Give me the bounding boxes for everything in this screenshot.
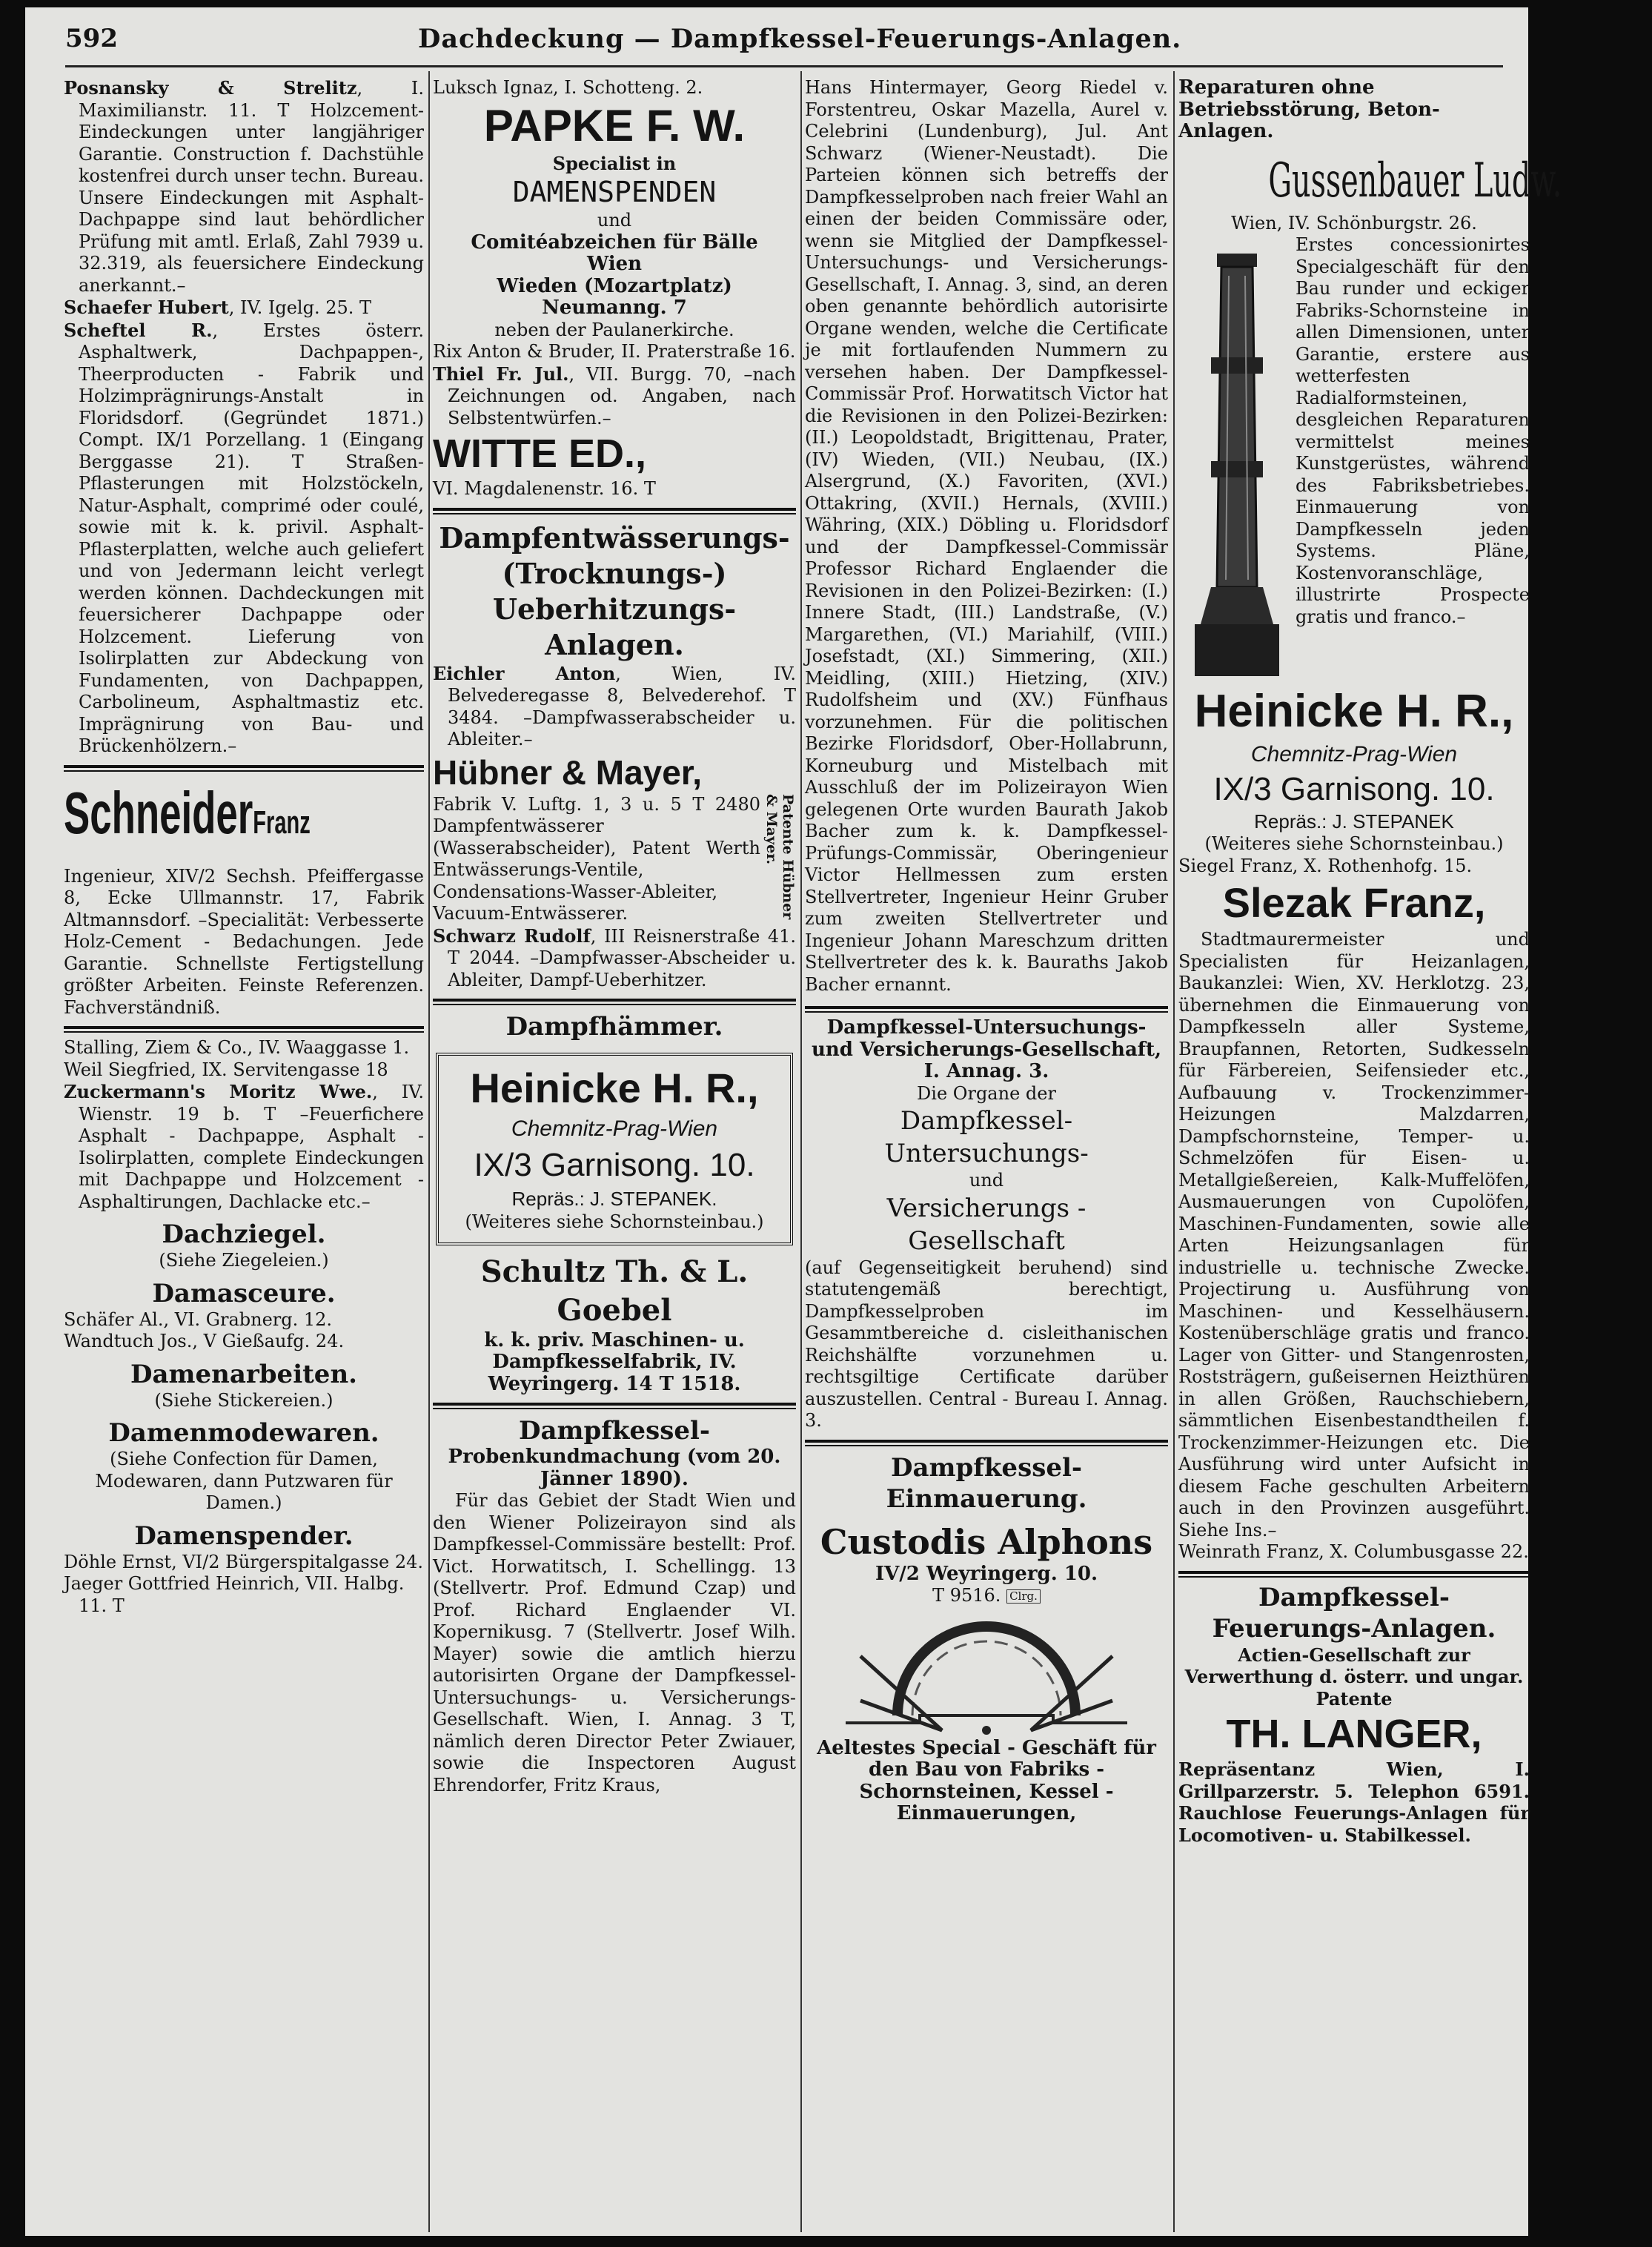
- entry-schaefer-al: Schäfer Al., VI. Grabnerg. 12.: [64, 1308, 333, 1330]
- separator: [805, 1006, 1168, 1013]
- ad-slezak: Slezak Franz,: [1222, 879, 1486, 926]
- column-divider: [800, 71, 802, 2232]
- section-damenarbeiten: Damenarbeiten.: [130, 1359, 357, 1389]
- entry-thiel: Thiel Fr. Jul., VII. Burgg. 70, –nach Zeichnungen od. Angaben, nach Selbstentwürfen.–: [433, 363, 797, 428]
- separator: [433, 1403, 796, 1409]
- ad-untersuchung: Dampfkessel-Untersuchungs- und Versicherungs-Gesellschaft, I. Annag. 3. Die Organe der Dampfkessel-Untersuchungs- und Versicherungs - Gesellschaft (auf Gegenseitigkeit beruhend) sind statutengemäß berechtigt, Dampfkesselproben im Gesammtbereiche d. cisleithanischen Reichshälfte vorzunehmen u. rechtsgiltige Certificate darüber auszustellen. Central - Bureau I. Annag. 3.: [805, 1016, 1168, 1431]
- section-dampfkessel: Dampfkessel-: [518, 1416, 711, 1446]
- entry-wandtuch: Wandtuch Jos., V Gießaufg. 24.: [64, 1331, 345, 1351]
- ad-custodis-tel: T 9516. Clrg.: [805, 1585, 1168, 1607]
- ad-huebner: Hübner & Mayer,: [433, 752, 702, 792]
- ad-huebner-vertical: Patente Hübner & Mayer.: [763, 793, 796, 919]
- ad-custodis: Custodis Alphons: [820, 1521, 1153, 1562]
- kundmachung-text: Für das Gebiet der Stadt Wien und den Wiener Polizeirayon sind als Dampfkessel-Commissäre bestellt: Prof. Vict. Horwatitsch, I. Schellingg. 13 (Stellvertr. Prof. Edmund Czap) und Prof. Richard Englaender VI. Kopernikusg. 7 (Stellvertr. Josef Wilh. Mayer) sowie die amtlich hierzu autorisirten Organe der Dampfkessel-Untersuchungs- u. Versicherungs-Gesellschaft. Wien, I. Annag. 3 T, nämlich deren Director Peter Zwiauer, sowie die Inspectoren August Ehrendorfer, Fritz Kraus,: [433, 1490, 796, 1796]
- ad-slezak-text: Stadtmaurermeister und Specialisten für Heizanlagen, Baukanzlei: Wien, XV. Herklotzg. 23, übernehmen die Einmauerung von Dampfkesseln aller Systeme, Braupfannen, Retorten, Sudkesseln für Färbereien, Seifensieder etc., Aufbauung v. Trockenzimmer-Heizungen Malzdarren, Dampfschornsteine, Temper- u. Schmelzöfen für Eisen- u. Metallgießereien, Kalk-Muffelöfen, Ausmauerungen von Cupolöfen, Maschinen-Fundamenten, sowie alle Arten Heizungsanlagen für industrielle u. technische Zwecke. Projectirung u. Ausführung von Maschinen- und Kesselhäusern. Kostenüberschläge gratis und franco. Lager von Gitter- und Stangenrosten, Roststrägern, gußeisernen Heizthüren in allen Größen, Rauchschiebern, sämmtlichen Eisenbestandtheilen f. Trockenzimmer-Heizungen etc. Die Ausführung wird unter Aufsicht in diesem Fache geschulten Arbeitern auch in den Provinzen ausgeführt. Siehe Ins.–: [1178, 929, 1530, 1541]
- ad-actien: Actien-Gesellschaft zur Verwerthung d. österr. und ungar. Patente: [1184, 1644, 1524, 1710]
- kundmachung-continued: Hans Hintermayer, Georg Riedel v. Forstentreu, Oskar Mazella, Aurel v. Celebrini (Lundenburg), Jul. Ant Schwarz (Wiener-Neustadt). Die Parteien können sich betreffs der Dampfkesselproben nach freier Wahl an einen der beiden Commissäre oder, wenn sie Mitglied der Dampfkessel-Untersuchungs- und Versicherungs-Gesellschaft, I. Annag. 3, sind, an deren oben genannte behördlich autorisirte Organe wenden, welche die Certificate je mit fortlaufenden Nummern zu versehen haben. Der Dampfkessel-Commissär Prof. Horwatitsch Victor hat die Revisionen in den Polizei-Bezirken: (II.) Leopoldstadt, Brigittenau, Prater, (IV) Wieden, (VII.) Neubau, (IX.) Alsergrund, (X.) Favoriten, (XVI.) Ottakring, (XVII.) Hernals, (XVIII.) Währing, (XIX.) Döbling u. Floridsdorf und der Dampfkessel-Commissär Professor Richard Englaender die Revisionen in den Polizei-Bezirken: (I.) Innere Stadt, (III.) Landstraße, (V.) Margarethen, (VI.) Mariahilf, (VIII.) Josefstadt, (XI.) Simmering, (XII.) Meidling, (XIII.) Hietzing, (XIV.) Rudolfsheim und (XV.) Fünfhaus vorzunehmen. Für die politischen Bezirke Floridsdorf, Ober-Hollabrunn, Korneuburg und Mistelbach mit Ausschluß der im Polizeirayon Wien gelegenen Orte wurden Baurath Jakob Bacher zum k. k. Dampfkessel-Prüfungs-Commissär, Oberingenieur Victor Hellmessen zum ersten Stellvertreter, Ingenieur Heinr Gruber zum zweiten Stellvertreter und Ingenieur Johann Mareschzum dritten Stellvertreter des k. k. Bauraths Jakob Bacher ernannt.: [805, 77, 1168, 995]
- section-dachziegel: Dachziegel.: [162, 1220, 326, 1249]
- ad-papke: PAPKE F. W. Specialist in DAMENSPENDEN und Comitéabzeichen für Bälle Wien Wieden (Mozartplatz) Neumanng. 7 neben der Paulanerkirche.: [433, 99, 796, 342]
- chimney-illustration: [1189, 239, 1285, 684]
- column-1: [64, 77, 424, 1617]
- telephone-icon: Clrg.: [1006, 1589, 1041, 1604]
- separator: [64, 1026, 424, 1033]
- ad-gussenbauer: Gussenbauer Ludw.: [1268, 153, 1562, 208]
- column-2: [433, 77, 796, 1796]
- section-dampfentwaesserung: Dampfentwässerungs- (Trocknungs-) Ueberhitzungs-Anlagen.: [439, 520, 790, 661]
- column-4: [1178, 76, 1562, 1846]
- entry-schwarz: Schwarz Rudolf, III Reisnerstraße 41. T 2044. –Dampfwasser-Abscheider u. Ableiter, Dampf-Ueberhitzer.: [433, 924, 797, 990]
- section-damenmodewaren: Damenmodewaren.: [108, 1418, 379, 1448]
- ad-papke-name: PAPKE F. W.: [483, 100, 746, 150]
- ad-huebner-body: [433, 794, 796, 925]
- ad-custodis-addr: IV/2 Weyringerg. 10.: [875, 1562, 1098, 1585]
- column-3: [805, 77, 1168, 1825]
- section-damasceure: Damasceure.: [152, 1278, 336, 1308]
- entry-rix: Rix Anton & Bruder, II. Praterstraße 16.: [433, 341, 796, 362]
- ad-schultz-text: k. k. priv. Maschinen- u. Dampfkesselfabrik, IV. Weyringerg. 14 T 1518.: [484, 1328, 745, 1395]
- separator: [805, 1440, 1168, 1446]
- ad-gussenbauer-text: Erstes concessionirtes Specialgeschäft für den Bau runder und eckiger Fabriks-Schornsteine in allen Dimensionen, unter Garantie, erstere aus wetterfesten Radialformsteinen, desgleichen Reparaturen vermittelst meines Kunstgerüstes, während des Fabriksbetriebes. Einmauerung von Dampfkesseln jeden Systems. Pläne, Kostenvoranschläge, illustrirte Prospecte gratis und franco.–: [1296, 234, 1530, 627]
- entry-luksch: Luksch Ignaz, I. Schotteng. 2.: [433, 77, 703, 98]
- column-divider: [1173, 71, 1175, 2232]
- entry-siegel: Siegel Franz, X. Rothenhofg. 15.: [1178, 855, 1473, 876]
- entry-weinrath: Weinrath Franz, X. Columbusgasse 22.: [1178, 1541, 1529, 1562]
- ad-heinicke: Heinicke H. R., Chemnitz-Prag-Wien IX/3 Garnisong. 10. Repräs.: J. STEPANEK (Weiteres siehe Schornsteinbau.): [1194, 686, 1514, 854]
- ad-langer-text: Repräsentanz Wien, I. Grillparzerstr. 5. Telephon 6591. Rauchlose Feuerungs-Anlagen für Locomotiven- u. Stabilkessel.: [1178, 1758, 1530, 1846]
- ad-witte-addr: VI. Magdalenenstr. 16. T: [433, 478, 656, 499]
- section-feuerungsanlagen: Dampfkessel- Feuerungs-Anlagen.: [1212, 1582, 1496, 1644]
- ad-langer: TH. LANGER,: [1226, 1712, 1482, 1756]
- entry-zuckermann: Zuckermann's Moritz Wwe., IV. Wienstr. 19 b. T –Feuerfichere Asphalt - Dachpappe, Asphalt - Isolirplatten, complete Eindeckungen mit Dachpappe und Holzcement - Asphaltirungen, Dachlacke etc.–: [64, 1081, 424, 1212]
- ad-custodis-text: Aeltestes Special - Geschäft für den Bau von Fabriks - Schornsteinen, Kessel - Einmauerungen,: [817, 1736, 1156, 1824]
- ad-heinicke-box: Heinicke H. R., Chemnitz-Prag-Wien IX/3 Garnisong. 10. Repräs.: J. STEPANEK. (Weiteres siehe Schornsteinbau.): [436, 1053, 793, 1245]
- section-damenmodewaren-note: (Siehe Confection für Damen, Modewaren, dann Putzwaren für Damen.): [95, 1449, 393, 1513]
- section-dampfhaemmer: Dampfhämmer.: [505, 1012, 723, 1042]
- separator: [433, 999, 796, 1005]
- entry-stalling: Stalling, Ziem & Co., IV. Waaggasse 1.: [64, 1037, 410, 1058]
- entry-doehle: Döhle Ernst, VI/2 Bürgerspitalgasse 24.: [64, 1551, 424, 1572]
- directory-page: [25, 7, 1562, 2236]
- entry-jaeger: Jaeger Gottfried Heinrich, VII. Halbg. 11. T: [64, 1573, 405, 1616]
- entry-eichler: Eichler Anton, Wien, IV. Belvederegasse 8, Belvederehof. T 3484. –Dampfwasserabscheider u. Ableiter.–: [433, 662, 796, 749]
- section-dampfkessel-sub: Probenkundmachung (vom 20. Jänner 1890).: [448, 1446, 781, 1490]
- separator: [64, 765, 424, 772]
- entry-reparaturen: Reparaturen ohne Betriebsstörung, Beton-Anlagen.: [1178, 76, 1440, 142]
- ad-schultz: Schultz Th. & L. Goebel: [480, 1254, 749, 1328]
- ad-huebner-text: Fabrik V. Luftg. 1, 3 u. 5 T 2480 Dampfentwässerer (Wasserabscheider), Patent Werth Entwässerungs-Ventile, Condensations-Wasser-Ableiter, Vacuum-Entwässerer.: [433, 793, 760, 924]
- ad-gussenbauer-body: [1178, 234, 1530, 628]
- ad-schneider: SchneiderFranz: [64, 779, 311, 846]
- entry-posnansky: Posnansky & Strelitz, I. Maximilianstr. 11. T Holzcement-Eindeckungen unter langjähriger Garantie. Construction f. Dachstühle kostenfrei durch unser techn. Bureau. Unsere Eindeckungen mit Asphalt-Dachpappe sind laut behördlicher Prüfung mit amtl. Erlaß, Zahl 7939 u. 32.319, als feuersichere Eindeckung anerkannt.–: [64, 77, 424, 296]
- separator: [1178, 1571, 1530, 1578]
- header-rule: [65, 65, 1503, 67]
- page-title: Dachdeckung — Dampfkessel-Feuerungs-Anlagen.: [418, 24, 1182, 54]
- ad-witte: WITTE ED.,: [433, 431, 646, 476]
- entry-schaefer: Schaefer Hubert, IV. Igelg. 25. T: [64, 297, 371, 318]
- section-damenspender: Damenspender.: [134, 1520, 354, 1551]
- kiln-arch-illustration: [831, 1612, 1142, 1738]
- ad-schneider-text: Ingenieur, XIV/2 Sechsh. Pfeiffergasse 8, Ecke Ullmannstr. 17, Fabrik Altmannsdorf. –Specialität: Verbesserte Holz-Cement - Bedachungen. Jede Garantie. Schnellste Fertigstellung größter Arbeiten. Feinste Referenzen. Fachverständniß.: [64, 865, 424, 1018]
- section-einmauerung: Dampfkessel-Einmauerung.: [886, 1452, 1087, 1514]
- separator: [433, 508, 796, 514]
- ad-gussenbauer-addr: Wien, IV. Schönburgstr. 26.: [1231, 212, 1477, 234]
- entry-weil: Weil Siegfried, IX. Servitengasse 18: [64, 1059, 388, 1080]
- section-damenarbeiten-note: (Siehe Stickereien.): [154, 1389, 334, 1411]
- column-divider: [428, 71, 430, 2232]
- page-number: 592: [65, 24, 118, 53]
- entry-scheftel: Scheftel R., Erstes österr. Asphaltwerk, Dachpappen-, Theerproducten - Fabrik und Holzimprägnirungs-Anstalt in Floridsdorf. (Gegründet 1871.) Compt. IX/1 Porzellang. 1 (Eingang Berggasse 21). T Straßen-Pflasterungen mit Holzstöckeln, Natur-Asphalt, comprimé oder coulé, sowie mit k. k. privil. Asphalt-Pflasterplatten, welche auch geliefert und von Jedermann leicht verlegt werden können. Dachdeckungen mit feuersicherer Dachpappe oder Holzcement. Lieferung von Isolirplatten zur Abdeckung von Fundamenten, von Dachpappen, Carbolineum, Asphaltmastiz etc. Imprägnirung von Bau- und Brückenhölzern.–: [64, 319, 424, 756]
- section-dachziegel-note: (Siehe Ziegeleien.): [159, 1250, 329, 1271]
